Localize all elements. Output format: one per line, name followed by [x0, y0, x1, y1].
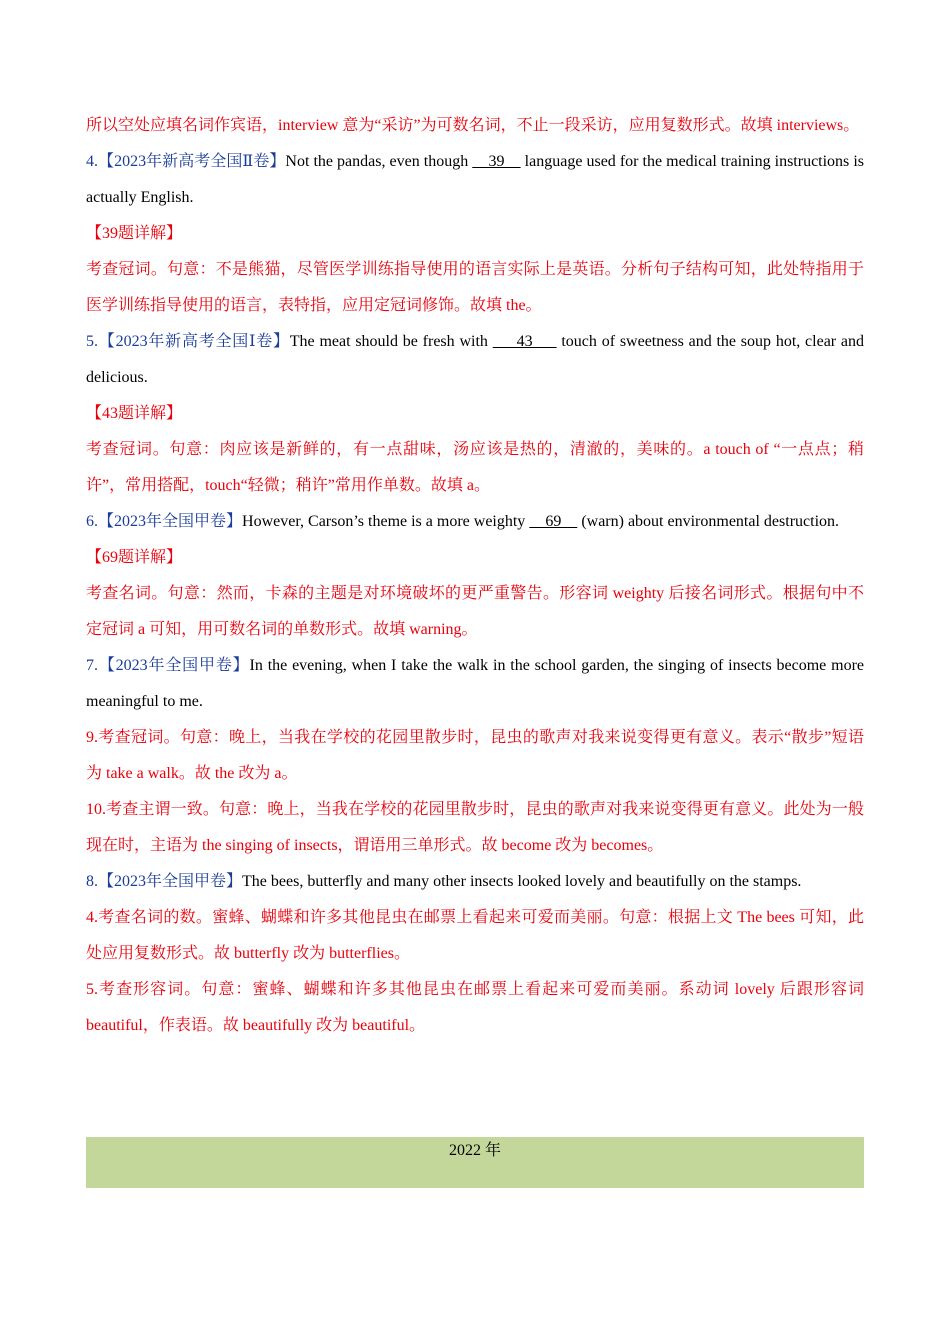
question-number: 6.	[86, 513, 98, 530]
paragraph-question	[86, 324, 864, 396]
question-source: 【2023年全国甲卷】	[98, 657, 250, 674]
answer-blank: 43	[492, 333, 557, 350]
paragraph-explain	[86, 972, 864, 1044]
question-text-after: language used for the medical training instructions is actually English.	[86, 153, 865, 206]
explanation-label: 【39题详解】	[86, 225, 183, 242]
paragraph-explain	[86, 720, 864, 792]
paragraph-question	[86, 648, 864, 720]
question-number: 8.	[86, 873, 98, 890]
year-section-bar	[86, 1137, 864, 1188]
explanation-text: 考查冠词。句意：肉应该是新鲜的，有一点甜味，汤应该是热的，清澈的，美味的。a touch of “一点点；稍许”，常用搭配，touch“轻微；稍许”常用作单数。故填 a。	[86, 441, 864, 494]
question-text-before: Not the pandas, even though	[285, 153, 473, 170]
question-text-after: (warn) about environmental destruction.	[577, 513, 840, 530]
question-text-before: However, Carson’s theme is a more weighty	[242, 513, 530, 530]
year-heading: 2022 年	[448, 1142, 501, 1159]
question-number: 7.	[86, 657, 98, 674]
explanation-text: 5.考查形容词。句意：蜜蜂、蝴蝶和许多其他昆虫在邮票上看起来可爱而美丽。系动词 lovely 后跟形容词 beautiful，作表语。故 beautifully 改为 beautiful。	[86, 981, 864, 1034]
answer-blank: 39	[472, 153, 521, 170]
paragraph-explain	[86, 900, 864, 972]
question-source: 【2023年新高考全国Ⅱ卷】	[98, 153, 286, 170]
paragraph-explain	[86, 576, 864, 648]
question-text-before: The meat should be fresh with	[289, 333, 493, 350]
paragraph-explain	[86, 108, 864, 144]
paragraph-label	[86, 396, 864, 432]
paragraph-question	[86, 504, 864, 540]
paragraph-question	[86, 864, 864, 900]
question-text-after: touch of sweetness and the soup hot, clear and delicious.	[86, 333, 865, 386]
explanation-text: 4.考查名词的数。蜜蜂、蝴蝶和许多其他昆虫在邮票上看起来可爱而美丽。句意：根据上文 The bees 可知，此处应用复数形式。故 butterfly 改为 butterflies。	[86, 909, 864, 962]
question-text-before: In the evening, when I take the walk in the school garden, the singing of insects become more meaningful to me.	[86, 657, 864, 710]
question-source: 【2023年全国甲卷】	[98, 513, 243, 530]
question-source: 【2023年全国甲卷】	[98, 873, 243, 890]
explanation-text: 考查名词。句意：然而，卡森的主题是对环境破坏的更严重警告。形容词 weighty 后接名词形式。根据句中不定冠词 a 可知，用可数名词的单数形式。故填 warning。	[86, 585, 864, 638]
explanation-text: 9.考查冠词。句意：晚上，当我在学校的花园里散步时，昆虫的歌声对我来说变得更有意义。表示“散步”短语为 take a walk。故 the 改为 a。	[86, 729, 864, 782]
paragraph-label	[86, 216, 864, 252]
explanation-label: 【43题详解】	[86, 405, 183, 422]
paragraph-explain	[86, 252, 864, 324]
question-number: 5.	[86, 333, 98, 350]
paragraph-explain	[86, 792, 864, 864]
answer-blank: 69	[529, 513, 578, 530]
paragraph-question	[86, 144, 864, 216]
question-source: 【2023年新高考全国Ⅰ卷】	[98, 333, 290, 350]
explanation-text: 考查冠词。句意：不是熊猫，尽管医学训练指导使用的语言实际上是英语。分析句子结构可知，此处特指用于医学训练指导使用的语言，表特指，应用定冠词修饰。故填 the。	[86, 261, 864, 314]
explanation-label: 【69题详解】	[86, 549, 183, 566]
explanation-text: 10.考查主谓一致。句意：晚上，当我在学校的花园里散步时，昆虫的歌声对我来说变得更有意义。此处为一般现在时，主语为 the singing of insects，谓语用三单形式。故 become 改为 becomes。	[86, 801, 864, 854]
paragraph-explain	[86, 432, 864, 504]
document-body	[86, 108, 864, 1044]
question-number: 4.	[86, 153, 98, 170]
question-text-before: The bees, butterfly and many other insects looked lovely and beautifully on the stamps.	[242, 873, 802, 890]
explanation-text: 所以空处应填名词作宾语，interview 意为“采访”为可数名词，不止一段采访，应用复数形式。故填 interviews。	[86, 117, 860, 134]
paragraph-label	[86, 540, 864, 576]
